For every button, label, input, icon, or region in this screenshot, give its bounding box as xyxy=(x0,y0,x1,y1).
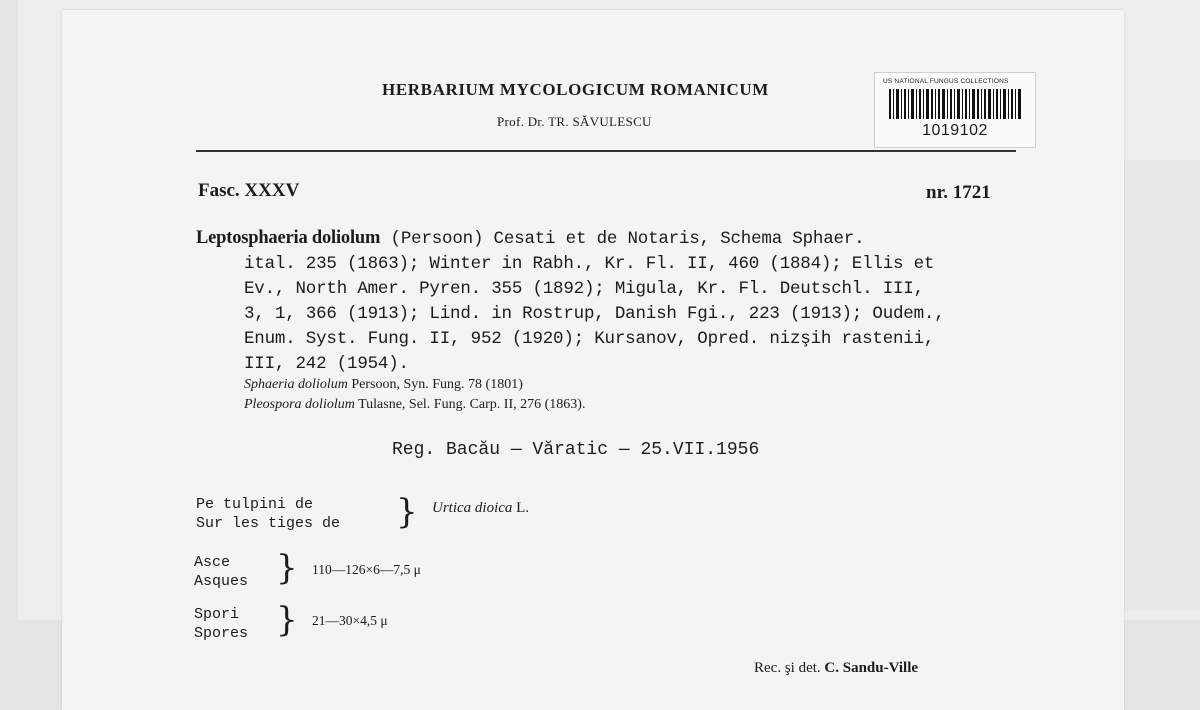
citation-line: ital. 235 (1863); Winter in Rabh., Kr. Fl. II, 460 (1884); Ellis et xyxy=(244,254,935,274)
synonym-reference: Tulasne, Sel. Fung. Carp. II, 276 (1863). xyxy=(354,397,586,412)
synonym-name: Pleospora doliolum xyxy=(244,397,355,412)
synonym-line xyxy=(244,397,585,413)
asci-label-fr: Asques xyxy=(194,573,249,590)
barcode-icon xyxy=(889,89,1021,119)
barcode-label xyxy=(874,72,1036,148)
asci-labels xyxy=(194,553,248,591)
host-species xyxy=(432,500,529,517)
header-divider xyxy=(196,150,1016,152)
barcode-collection-text: US NATIONAL FUNGUS COLLECTIONS xyxy=(883,78,1009,85)
asci-label-ro: Asce xyxy=(194,554,231,571)
collector-name: C. Sandu-Ville xyxy=(820,660,919,676)
brace-icon: } xyxy=(276,600,298,640)
spores-label-fr: Spores xyxy=(194,625,249,642)
citation-line: Enum. Syst. Fung. II, 952 (1920); Kursanov, Opred. nizşih rastenii, xyxy=(244,329,935,349)
herbarium-title: HERBARIUM MYCOLOGICUM ROMANICUM xyxy=(382,80,769,99)
spores-labels xyxy=(194,605,248,643)
species-line xyxy=(196,228,864,249)
brace-icon: } xyxy=(396,492,418,532)
citation-line: Ev., North Amer. Pyren. 355 (1892); Migula, Kr. Fl. Deutschl. III, xyxy=(244,279,924,299)
host-name: Urtica dioica xyxy=(432,500,513,516)
substrate-labels xyxy=(196,495,340,533)
synonym-line xyxy=(244,377,523,393)
brace-icon: } xyxy=(276,548,298,588)
spores-measurement: 21—30×4,5 μ xyxy=(312,613,388,628)
species-name: Leptosphaeria doliolum xyxy=(196,228,381,248)
substrate-label-fr: Sur les tiges de xyxy=(196,515,341,532)
citation-line: III, 242 (1954). xyxy=(244,354,409,374)
collector-prefix: Rec. şi det. xyxy=(754,660,821,676)
host-author: L. xyxy=(512,500,530,516)
specimen-number: nr. 1721 xyxy=(926,182,991,203)
fascicle-label: Fasc. XXXV xyxy=(198,180,300,201)
synonym-name: Sphaeria doliolum xyxy=(244,377,348,392)
spores-label-ro: Spori xyxy=(194,606,240,623)
substrate-label-ro: Pe tulpini de xyxy=(196,496,314,513)
barcode-number: 1019102 xyxy=(922,122,988,139)
asci-measurement: 110—126×6—7,5 μ xyxy=(312,562,421,577)
locality-date: Reg. Bacău — Văratic — 25.VII.1956 xyxy=(392,440,760,460)
herbarium-subtitle: Prof. Dr. TR. SĂVULESCU xyxy=(497,114,652,129)
citation-line: 3, 1, 366 (1913); Lind. in Rostrup, Danish Fgi., 223 (1913); Oudem., xyxy=(244,304,945,324)
synonym-reference: Persoon, Syn. Fung. 78 (1801) xyxy=(347,377,523,392)
collector-line xyxy=(754,660,918,677)
species-authority: (Persoon) Cesati et de Notaris, Schema Sphaer. xyxy=(380,229,865,249)
